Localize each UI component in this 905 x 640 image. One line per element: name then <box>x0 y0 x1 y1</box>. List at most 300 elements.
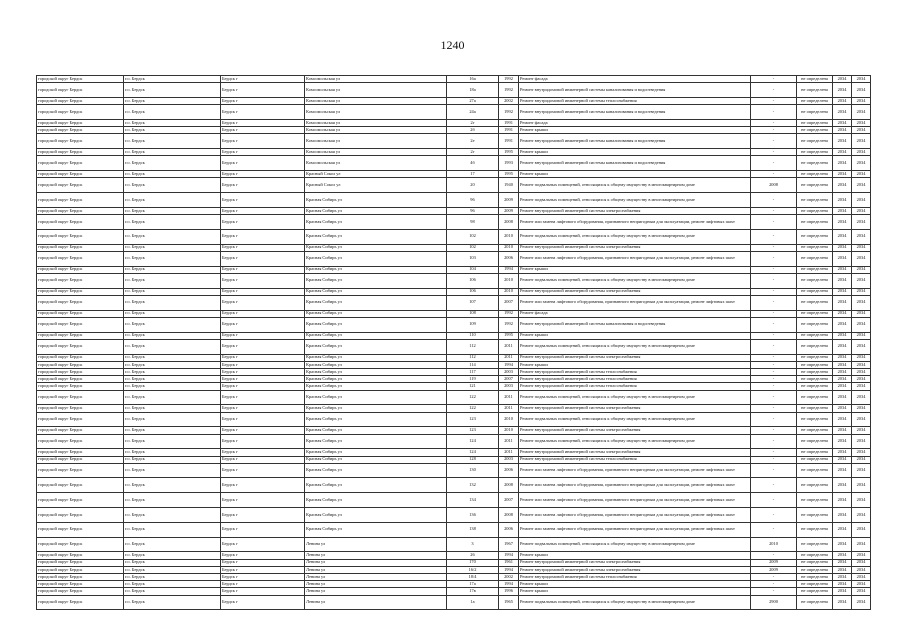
street-cell: Ленина ул <box>305 588 447 595</box>
table-row <box>37 595 871 610</box>
city-cell: Бердск г <box>221 383 305 390</box>
district-cell: городской округ Бердск <box>37 215 124 230</box>
last-repair-cell: - <box>751 171 797 178</box>
cost-cell: не определена <box>797 332 833 339</box>
plan-start-cell: 2034 <box>833 405 852 412</box>
district-cell: городской округ Бердск <box>37 134 124 149</box>
plan-start-cell: 2034 <box>833 105 852 120</box>
last-repair-cell: 2010 <box>751 537 797 552</box>
city-cell: Бердск г <box>221 508 305 523</box>
year-built-cell: 2010 <box>499 273 519 288</box>
district-cell: городской округ Бердск <box>37 178 124 193</box>
table-row <box>37 412 871 427</box>
year-built-cell: 1965 <box>499 595 519 610</box>
district-cell: городской округ Бердск <box>37 566 124 573</box>
plan-start-cell: 2034 <box>833 559 852 566</box>
work-type-cell: Ремонт подвальных помещений, относящихся к общему имуществу в многоквартирном доме <box>519 178 751 193</box>
settlement-cell: г.о. Бердск <box>124 229 221 244</box>
district-cell: городской округ Бердск <box>37 119 124 126</box>
cost-cell: не определена <box>797 559 833 566</box>
plan-start-cell: 2034 <box>833 339 852 354</box>
last-repair-cell: - <box>751 119 797 126</box>
plan-start-cell: 2034 <box>833 376 852 383</box>
last-repair-cell: - <box>751 105 797 120</box>
street-cell: Комсомольская ул <box>305 97 447 104</box>
district-cell: городской округ Бердск <box>37 456 124 463</box>
district-cell: городской округ Бердск <box>37 193 124 208</box>
settlement-cell: г.о. Бердск <box>124 339 221 354</box>
settlement-cell: г.о. Бердск <box>124 508 221 523</box>
plan-start-cell: 2034 <box>833 178 852 193</box>
house-cell: 17 <box>447 171 499 178</box>
city-cell: Бердск г <box>221 427 305 434</box>
plan-start-cell: 2034 <box>833 97 852 104</box>
year-built-cell: 2010 <box>499 412 519 427</box>
last-repair-cell: - <box>751 251 797 266</box>
settlement-cell: г.о. Бердск <box>124 478 221 493</box>
table-row <box>37 354 871 361</box>
settlement-cell: г.о. Бердск <box>124 310 221 317</box>
city-cell: Бердск г <box>221 105 305 120</box>
district-cell: городской округ Бердск <box>37 508 124 523</box>
plan-start-cell: 2034 <box>833 288 852 295</box>
plan-end-cell: 2034 <box>852 97 871 104</box>
plan-start-cell: 2034 <box>833 595 852 610</box>
last-repair-cell: - <box>751 456 797 463</box>
table-row <box>37 522 871 537</box>
last-repair-cell: - <box>751 83 797 98</box>
cost-cell: не определена <box>797 478 833 493</box>
street-cell: Красная Сибирь ул <box>305 244 447 251</box>
district-cell: городской округ Бердск <box>37 149 124 156</box>
last-repair-cell: - <box>751 376 797 383</box>
house-cell: 20 <box>447 178 499 193</box>
settlement-cell: г.о. Бердск <box>124 156 221 171</box>
table-row <box>37 76 871 83</box>
plan-start-cell: 2034 <box>833 119 852 126</box>
last-repair-cell: - <box>751 588 797 595</box>
district-cell: городской округ Бердск <box>37 522 124 537</box>
street-cell: Красная Сибирь ул <box>305 273 447 288</box>
street-cell: Красная Сибирь ул <box>305 449 447 456</box>
cost-cell: не определена <box>797 449 833 456</box>
plan-start-cell: 2034 <box>833 383 852 390</box>
year-built-cell: 2006 <box>499 251 519 266</box>
plan-end-cell: 2034 <box>852 83 871 98</box>
plan-end-cell: 2034 <box>852 229 871 244</box>
city-cell: Бердск г <box>221 83 305 98</box>
street-cell: Красная Сибирь ул <box>305 361 447 368</box>
plan-start-cell: 2034 <box>833 537 852 552</box>
last-repair-cell: - <box>751 434 797 449</box>
work-type-cell: Ремонт или замена лифтового оборудования, признанного непригодным для эксплуатации, ремонт лифтовых шахт <box>519 478 751 493</box>
plan-start-cell: 2034 <box>833 522 852 537</box>
plan-end-cell: 2034 <box>852 449 871 456</box>
plan-end-cell: 2034 <box>852 376 871 383</box>
city-cell: Бердск г <box>221 390 305 405</box>
city-cell: Бердск г <box>221 76 305 83</box>
table-row <box>37 368 871 375</box>
year-built-cell: 2008 <box>499 478 519 493</box>
work-type-cell: Ремонт внутридомовой инженерной системы электроснабжения <box>519 207 751 214</box>
plan-start-cell: 2034 <box>833 412 852 427</box>
work-type-cell: Ремонт внутридомовой инженерной системы канализования и водоотведения <box>519 317 751 332</box>
street-cell: Красная Сибирь ул <box>305 405 447 412</box>
cost-cell: не определена <box>797 456 833 463</box>
house-cell: 18а <box>447 83 499 98</box>
last-repair-cell: - <box>751 581 797 588</box>
house-cell: 2г <box>447 119 499 126</box>
work-type-cell: Ремонт внутридомовой инженерной системы электроснабжения <box>519 354 751 361</box>
plan-start-cell: 2034 <box>833 215 852 230</box>
district-cell: городской округ Бердск <box>37 266 124 273</box>
district-cell: городской округ Бердск <box>37 427 124 434</box>
cost-cell: не определена <box>797 83 833 98</box>
table-body <box>37 76 871 610</box>
district-cell: городской округ Бердск <box>37 332 124 339</box>
city-cell: Бердск г <box>221 581 305 588</box>
last-repair-cell: - <box>751 332 797 339</box>
cost-cell: не определена <box>797 229 833 244</box>
city-cell: Бердск г <box>221 178 305 193</box>
district-cell: городской округ Бердск <box>37 405 124 412</box>
city-cell: Бердск г <box>221 463 305 478</box>
city-cell: Бердск г <box>221 193 305 208</box>
last-repair-cell: - <box>751 134 797 149</box>
city-cell: Бердск г <box>221 376 305 383</box>
table-row <box>37 83 871 98</box>
plan-end-cell: 2034 <box>852 317 871 332</box>
city-cell: Бердск г <box>221 566 305 573</box>
work-type-cell: Ремонт или замена лифтового оборудования, признанного непригодным для эксплуатации, ремонт лифтовых шахт <box>519 463 751 478</box>
settlement-cell: г.о. Бердск <box>124 449 221 456</box>
city-cell: Бердск г <box>221 317 305 332</box>
last-repair-cell: - <box>751 288 797 295</box>
district-cell: городской округ Бердск <box>37 552 124 559</box>
last-repair-cell: - <box>751 97 797 104</box>
plan-start-cell: 2034 <box>833 229 852 244</box>
plan-end-cell: 2034 <box>852 134 871 149</box>
plan-start-cell: 2034 <box>833 508 852 523</box>
plan-end-cell: 2034 <box>852 105 871 120</box>
city-cell: Бердск г <box>221 332 305 339</box>
plan-end-cell: 2034 <box>852 288 871 295</box>
table-row <box>37 339 871 354</box>
settlement-cell: г.о. Бердск <box>124 559 221 566</box>
settlement-cell: г.о. Бердск <box>124 332 221 339</box>
city-cell: Бердск г <box>221 537 305 552</box>
street-cell: Красная Сибирь ул <box>305 412 447 427</box>
settlement-cell: г.о. Бердск <box>124 537 221 552</box>
district-cell: городской округ Бердск <box>37 295 124 310</box>
table-row <box>37 119 871 126</box>
city-cell: Бердск г <box>221 127 305 134</box>
plan-end-cell: 2034 <box>852 552 871 559</box>
street-cell: Красная Сибирь ул <box>305 376 447 383</box>
work-type-cell: Ремонт внутридомовой инженерной системы канализования и водоотведения <box>519 83 751 98</box>
house-cell: 122 <box>447 390 499 405</box>
cost-cell: не определена <box>797 339 833 354</box>
last-repair-cell: - <box>751 207 797 214</box>
cost-cell: не определена <box>797 522 833 537</box>
street-cell: Ленина ул <box>305 566 447 573</box>
house-cell: 117 <box>447 368 499 375</box>
house-cell: 136 <box>447 508 499 523</box>
house-cell: 2б <box>447 127 499 134</box>
work-type-cell: Ремонт внутридомовой инженерной системы теплоснабжения <box>519 97 751 104</box>
work-type-cell: Ремонт крыши <box>519 171 751 178</box>
last-repair-cell: 2009 <box>751 559 797 566</box>
table-row <box>37 178 871 193</box>
settlement-cell: г.о. Бердск <box>124 383 221 390</box>
table-row <box>37 456 871 463</box>
plan-start-cell: 2034 <box>833 588 852 595</box>
cost-cell: не определена <box>797 405 833 412</box>
plan-end-cell: 2034 <box>852 119 871 126</box>
year-built-cell: 1967 <box>499 537 519 552</box>
plan-start-cell: 2034 <box>833 193 852 208</box>
table-row <box>37 508 871 523</box>
street-cell: Комсомольская ул <box>305 119 447 126</box>
city-cell: Бердск г <box>221 215 305 230</box>
year-built-cell: 1991 <box>499 134 519 149</box>
settlement-cell: г.о. Бердск <box>124 493 221 508</box>
settlement-cell: г.о. Бердск <box>124 295 221 310</box>
cost-cell: не определена <box>797 105 833 120</box>
work-type-cell: Ремонт крыши <box>519 332 751 339</box>
plan-start-cell: 2034 <box>833 493 852 508</box>
table-row <box>37 310 871 317</box>
settlement-cell: г.о. Бердск <box>124 376 221 383</box>
work-type-cell: Ремонт фасада <box>519 119 751 126</box>
cost-cell: не определена <box>797 171 833 178</box>
house-cell: 16а <box>447 76 499 83</box>
district-cell: городской округ Бердск <box>37 478 124 493</box>
district-cell: городской округ Бердск <box>37 171 124 178</box>
settlement-cell: г.о. Бердск <box>124 119 221 126</box>
last-repair-cell: - <box>751 354 797 361</box>
settlement-cell: г.о. Бердск <box>124 427 221 434</box>
settlement-cell: г.о. Бердск <box>124 266 221 273</box>
work-type-cell: Ремонт подвальных помещений, относящихся к общему имуществу в многоквартирном доме <box>519 595 751 610</box>
year-built-cell: 2002 <box>499 574 519 581</box>
last-repair-cell: - <box>751 229 797 244</box>
last-repair-cell: - <box>751 273 797 288</box>
cost-cell: не определена <box>797 508 833 523</box>
table-row <box>37 97 871 104</box>
settlement-cell: г.о. Бердск <box>124 134 221 149</box>
year-built-cell: 1993 <box>499 156 519 171</box>
work-type-cell: Ремонт внутридомовой инженерной системы электроснабжения <box>519 566 751 573</box>
last-repair-cell: - <box>751 156 797 171</box>
table-row <box>37 537 871 552</box>
work-type-cell: Ремонт внутридомовой инженерной системы теплоснабжения <box>519 574 751 581</box>
work-type-cell: Ремонт внутридомовой инженерной системы теплоснабжения <box>519 376 751 383</box>
district-cell: городской округ Бердск <box>37 339 124 354</box>
house-cell: 2г <box>447 149 499 156</box>
house-cell: 96 <box>447 193 499 208</box>
plan-end-cell: 2034 <box>852 332 871 339</box>
year-built-cell: 2008 <box>499 215 519 230</box>
table-row <box>37 288 871 295</box>
year-built-cell: 1992 <box>499 317 519 332</box>
plan-end-cell: 2034 <box>852 339 871 354</box>
street-cell: Красная Сибирь ул <box>305 288 447 295</box>
page-number: 1240 <box>440 38 465 52</box>
table-row <box>37 251 871 266</box>
table-row <box>37 463 871 478</box>
last-repair-cell: - <box>751 368 797 375</box>
plan-start-cell: 2034 <box>833 76 852 83</box>
plan-start-cell: 2034 <box>833 273 852 288</box>
plan-end-cell: 2034 <box>852 193 871 208</box>
house-cell: 3 <box>447 537 499 552</box>
street-cell: Комсомольская ул <box>305 83 447 98</box>
table-row <box>37 244 871 251</box>
table-row <box>37 134 871 149</box>
house-cell: 102 <box>447 229 499 244</box>
city-cell: Бердск г <box>221 171 305 178</box>
last-repair-cell: - <box>751 215 797 230</box>
plan-end-cell: 2034 <box>852 215 871 230</box>
table-row <box>37 171 871 178</box>
house-cell: 4б <box>447 156 499 171</box>
plan-start-cell: 2034 <box>833 361 852 368</box>
street-cell: Красная Сибирь ул <box>305 493 447 508</box>
street-cell: Красный Сокол ул <box>305 178 447 193</box>
cost-cell: не определена <box>797 427 833 434</box>
work-type-cell: Ремонт подвальных помещений, относящихся к общему имуществу в многоквартирном доме <box>519 434 751 449</box>
plan-end-cell: 2034 <box>852 412 871 427</box>
plan-end-cell: 2034 <box>852 493 871 508</box>
plan-end-cell: 2034 <box>852 478 871 493</box>
work-type-cell: Ремонт или замена лифтового оборудования, признанного непригодным для эксплуатации, ремонт лифтовых шахт <box>519 508 751 523</box>
last-repair-cell: - <box>751 463 797 478</box>
cost-cell: не определена <box>797 288 833 295</box>
plan-start-cell: 2034 <box>833 310 852 317</box>
last-repair-cell: - <box>751 295 797 310</box>
city-cell: Бердск г <box>221 273 305 288</box>
cost-cell: не определена <box>797 376 833 383</box>
district-cell: городской округ Бердск <box>37 76 124 83</box>
year-built-cell: 1992 <box>499 83 519 98</box>
table-row <box>37 493 871 508</box>
year-built-cell: 1991 <box>499 127 519 134</box>
district-cell: городской округ Бердск <box>37 434 124 449</box>
cost-cell: не определена <box>797 215 833 230</box>
city-cell: Бердск г <box>221 595 305 610</box>
last-repair-cell: - <box>751 266 797 273</box>
district-cell: городской округ Бердск <box>37 361 124 368</box>
house-cell: 124 <box>447 434 499 449</box>
house-cell: 132 <box>447 478 499 493</box>
plan-start-cell: 2034 <box>833 266 852 273</box>
plan-end-cell: 2034 <box>852 171 871 178</box>
year-built-cell: 2008 <box>499 508 519 523</box>
city-cell: Бердск г <box>221 559 305 566</box>
repair-schedule-table <box>36 75 871 610</box>
plan-end-cell: 2034 <box>852 273 871 288</box>
house-cell: 119 <box>447 376 499 383</box>
plan-end-cell: 2034 <box>852 574 871 581</box>
city-cell: Бердск г <box>221 244 305 251</box>
work-type-cell: Ремонт крыши <box>519 361 751 368</box>
city-cell: Бердск г <box>221 434 305 449</box>
district-cell: городской округ Бердск <box>37 368 124 375</box>
city-cell: Бердск г <box>221 156 305 171</box>
year-built-cell: 2010 <box>499 288 519 295</box>
street-cell: Ленина ул <box>305 537 447 552</box>
table-row <box>37 266 871 273</box>
cost-cell: не определена <box>797 119 833 126</box>
cost-cell: не определена <box>797 97 833 104</box>
settlement-cell: г.о. Бердск <box>124 178 221 193</box>
plan-start-cell: 2034 <box>833 566 852 573</box>
plan-end-cell: 2034 <box>852 76 871 83</box>
district-cell: городской округ Бердск <box>37 595 124 610</box>
table-row <box>37 434 871 449</box>
street-cell: Красная Сибирь ул <box>305 266 447 273</box>
work-type-cell: Ремонт или замена лифтового оборудования, признанного непригодным для эксплуатации, ремонт лифтовых шахт <box>519 522 751 537</box>
city-cell: Бердск г <box>221 552 305 559</box>
plan-end-cell: 2034 <box>852 156 871 171</box>
house-cell: 106 <box>447 273 499 288</box>
city-cell: Бердск г <box>221 449 305 456</box>
cost-cell: не определена <box>797 156 833 171</box>
settlement-cell: г.о. Бердск <box>124 317 221 332</box>
city-cell: Бердск г <box>221 207 305 214</box>
table-row <box>37 552 871 559</box>
last-repair-cell: - <box>751 552 797 559</box>
plan-start-cell: 2034 <box>833 434 852 449</box>
work-type-cell: Ремонт внутридомовой инженерной системы электроснабжения <box>519 405 751 412</box>
last-repair-cell: - <box>751 522 797 537</box>
cost-cell: не определена <box>797 295 833 310</box>
settlement-cell: г.о. Бердск <box>124 97 221 104</box>
district-cell: городской округ Бердск <box>37 354 124 361</box>
house-cell: 26 <box>447 552 499 559</box>
district-cell: городской округ Бердск <box>37 310 124 317</box>
last-repair-cell: - <box>751 383 797 390</box>
settlement-cell: г.о. Бердск <box>124 595 221 610</box>
year-built-cell: 2011 <box>499 390 519 405</box>
district-cell: городской округ Бердск <box>37 156 124 171</box>
plan-end-cell: 2034 <box>852 361 871 368</box>
plan-end-cell: 2034 <box>852 251 871 266</box>
house-cell: 138 <box>447 522 499 537</box>
street-cell: Красная Сибирь ул <box>305 383 447 390</box>
street-cell: Красная Сибирь ул <box>305 390 447 405</box>
house-cell: 17в <box>447 588 499 595</box>
city-cell: Бердск г <box>221 522 305 537</box>
table-row <box>37 105 871 120</box>
city-cell: Бердск г <box>221 456 305 463</box>
work-type-cell: Ремонт или замена лифтового оборудования, признанного непригодным для эксплуатации, ремонт лифтовых шахт <box>519 295 751 310</box>
street-cell: Красная Сибирь ул <box>305 310 447 317</box>
district-cell: городской округ Бердск <box>37 390 124 405</box>
plan-end-cell: 2034 <box>852 368 871 375</box>
street-cell: Красная Сибирь ул <box>305 434 447 449</box>
plan-start-cell: 2034 <box>833 390 852 405</box>
house-cell: 16/2 <box>447 566 499 573</box>
year-built-cell: 1991 <box>499 119 519 126</box>
plan-start-cell: 2034 <box>833 207 852 214</box>
repair-schedule-table-wrap <box>36 75 870 610</box>
plan-start-cell: 2034 <box>833 134 852 149</box>
table-row <box>37 383 871 390</box>
last-repair-cell: - <box>751 317 797 332</box>
house-cell: 2е <box>447 134 499 149</box>
